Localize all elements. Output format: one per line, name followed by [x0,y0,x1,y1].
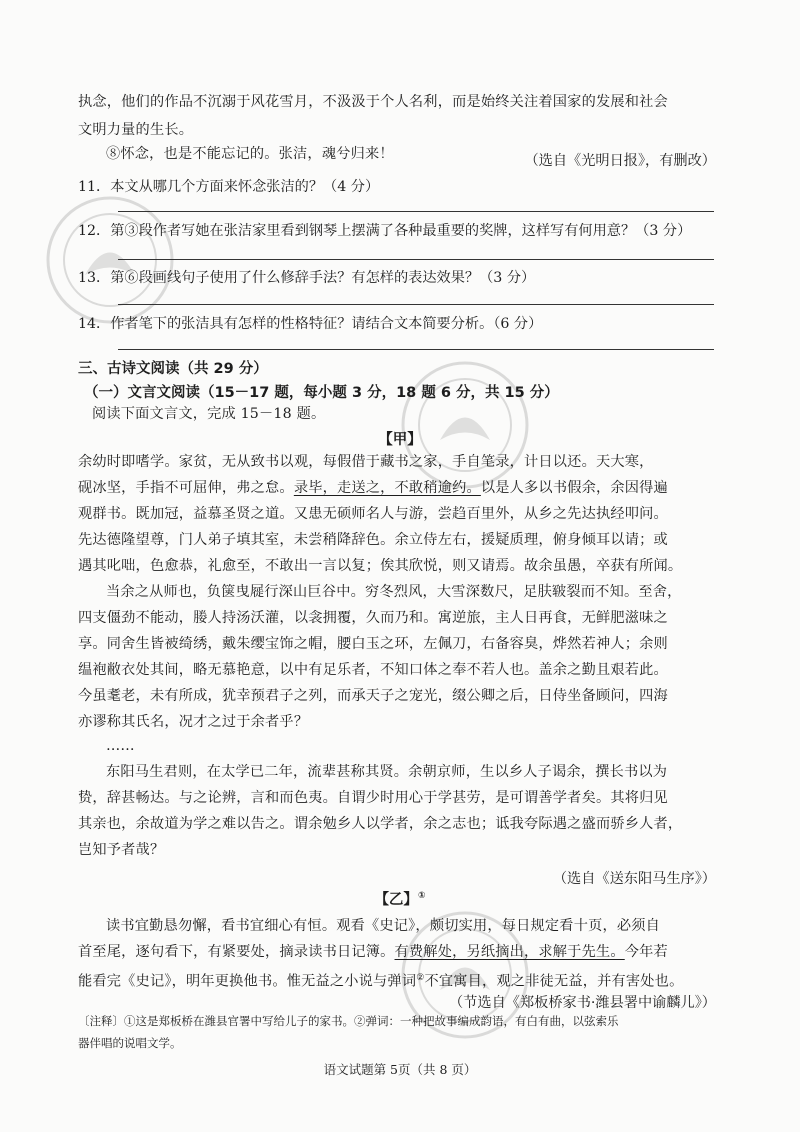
notes-line-1: 〔注释〕①这是郑板桥在潍县官署中写给儿子的家书。②弹词：一种把故事编成韵语，有白有曲，以弦索乐 [78,1014,619,1028]
intro-line-3: ⑧怀念，也是不能忘记的。张洁，魂兮归来！ [106,146,394,162]
jia-heading: 【甲】 [378,432,422,448]
question-11: 11．本文从哪几个方面来怀念张洁的？（4 分） [78,179,380,195]
jia-line-7: 四支僵劲不能动，媵人持汤沃灌，以衾拥覆，久而乃和。寓逆旅，主人日再食，无鲜肥滋味之 [78,610,668,626]
question-14: 14．作者笔下的张洁具有怎样的性格特征？请结合文本简要分析。（6 分） [78,316,543,332]
intro-line-1: 执念，他们的作品不沉溺于风花雪月，不汲汲于个人名利，而是始终关注着国家的发展和社会 [78,94,668,110]
jia-line-13: 贽，辞甚畅达。与之论辨，言和而色夷。自谓少时用心于学甚劳，是可谓善学者矣。其将归见 [78,790,668,806]
intro-line-2: 文明力量的生长。 [78,122,194,138]
yi-footnote-mark-2: ② [416,973,425,983]
jia-line-8: 享。同舍生皆被绮绣，戴朱缨宝饰之帽，腰白玉之环，左佩刀，右备容臭，烨然若神人；余则 [78,636,668,652]
section-3-instruction: 阅读下面文言文，完成 15－18 题。 [92,406,326,422]
jia-line-1: 余幼时即嗜学。家贫，无从致书以观，每假借于藏书之家，手自笔录，计日以还。天大寒， [78,454,654,470]
yi-heading-footnote-mark: ① [417,891,426,902]
jia-line-4: 先达德隆望尊，门人弟子填其室，未尝稍降辞色。余立侍左右，援疑质理，俯身倾耳以请；或 [78,532,668,548]
answer-line-13[interactable] [118,304,714,305]
jia-line-15: 岂知予者哉？ [78,842,165,858]
jia-line-3: 观群书。既加冠，益慕圣贤之道。又患无硕师名人与游，尝趋百里外，从乡之先达执经叩问。 [78,506,668,522]
section-3-sub-1: （一）文言文阅读（15－17 题，每小题 3 分，18 题 6 分，共 15 分） [84,385,559,401]
notes-line-2: 器伴唱的说唱文学。 [78,1036,182,1050]
yi-line-3: 能看完《史记》，明年更换他书。惟无益之小说与弹词②不宜寓目，观之非徒无益，并有害处也。 [78,973,684,990]
jia-line-12: 东阳马生君则，在太学已二年，流辈甚称其贤。余朝京师，生以乡人子谒余，撰长书以为 [106,764,668,780]
jia-line-11: 亦谬称其氏名，况才之过于余者乎？ [78,714,309,730]
jia-source: （选自《送东阳马生序》） [552,871,716,887]
answer-line-12[interactable] [118,259,714,260]
jia-underlined-sentence: 录毕，走送之，不敢稍逾约。 [293,480,481,496]
question-13: 13．第⑥段画线句子使用了什么修辞手法？有怎样的表达效果？（3 分） [78,270,536,286]
section-3-title: 三、古诗文阅读（共 29 分） [78,361,268,377]
page-footer: 语文试题第 5页（共 8 页） [323,1062,477,1077]
intro-source: （选自《光明日报》，有删改） [524,153,716,169]
yi-source: （节选自《郑板桥家书·潍县署中谕麟儿》） [449,995,716,1011]
jia-line-5: 遇其叱咄，色愈恭，礼愈至，不敢出一言以复；俟其欣悦，则又请焉。故余虽愚，卒获有所闻。 [78,558,683,574]
answer-line-14[interactable] [118,349,714,350]
jia-line-14: 其亲也，余故道为学之难以告之。谓余勉乡人以学者，余之志也；诋我夸际遇之盛而骄乡人者， [78,816,683,832]
jia-line-9: 缊袍敝衣处其间，略无慕艳意，以中有足乐者，不知口体之奉不若人也。盖余之勤且艰若此。 [78,662,668,678]
jia-line-10: 今虽耄老，未有所成，犹幸预君子之列，而承天子之宠光，缀公卿之后，日侍坐备顾问，四海 [78,688,668,704]
yi-underlined-sentence: 有费解处，另纸摘出，求解于先生。 [394,944,625,960]
jia-line-2: 砚冰坚，手指不可屈伸，弗之怠。录毕，走送之，不敢稍逾约。以是人多以书假余，余因得遍 [78,480,668,496]
yi-heading: 【乙】① [374,891,426,908]
answer-line-11[interactable] [118,211,714,212]
question-12: 12．第③段作者写她在张洁家里看到钢琴上摆满了各种最重要的奖牌，这样写有何用意？（3 分） [78,223,692,239]
jia-line-6: 当余之从师也，负箧曳屣行深山巨谷中。穷冬烈风，大雪深数尺，足肤皲裂而不知。至舍， [106,584,682,600]
yi-line-1: 读书宜勤恳勿懈，看书宜细心有恒。观看《史记》，颇切实用，每日规定看十页，必须自 [106,918,661,934]
yi-line-2: 首至尾，逐句看下，有紧要处，摘录读书日记簿。有费解处，另纸摘出，求解于先生。今年若 [78,944,668,960]
jia-ellipsis: …… [106,738,135,754]
